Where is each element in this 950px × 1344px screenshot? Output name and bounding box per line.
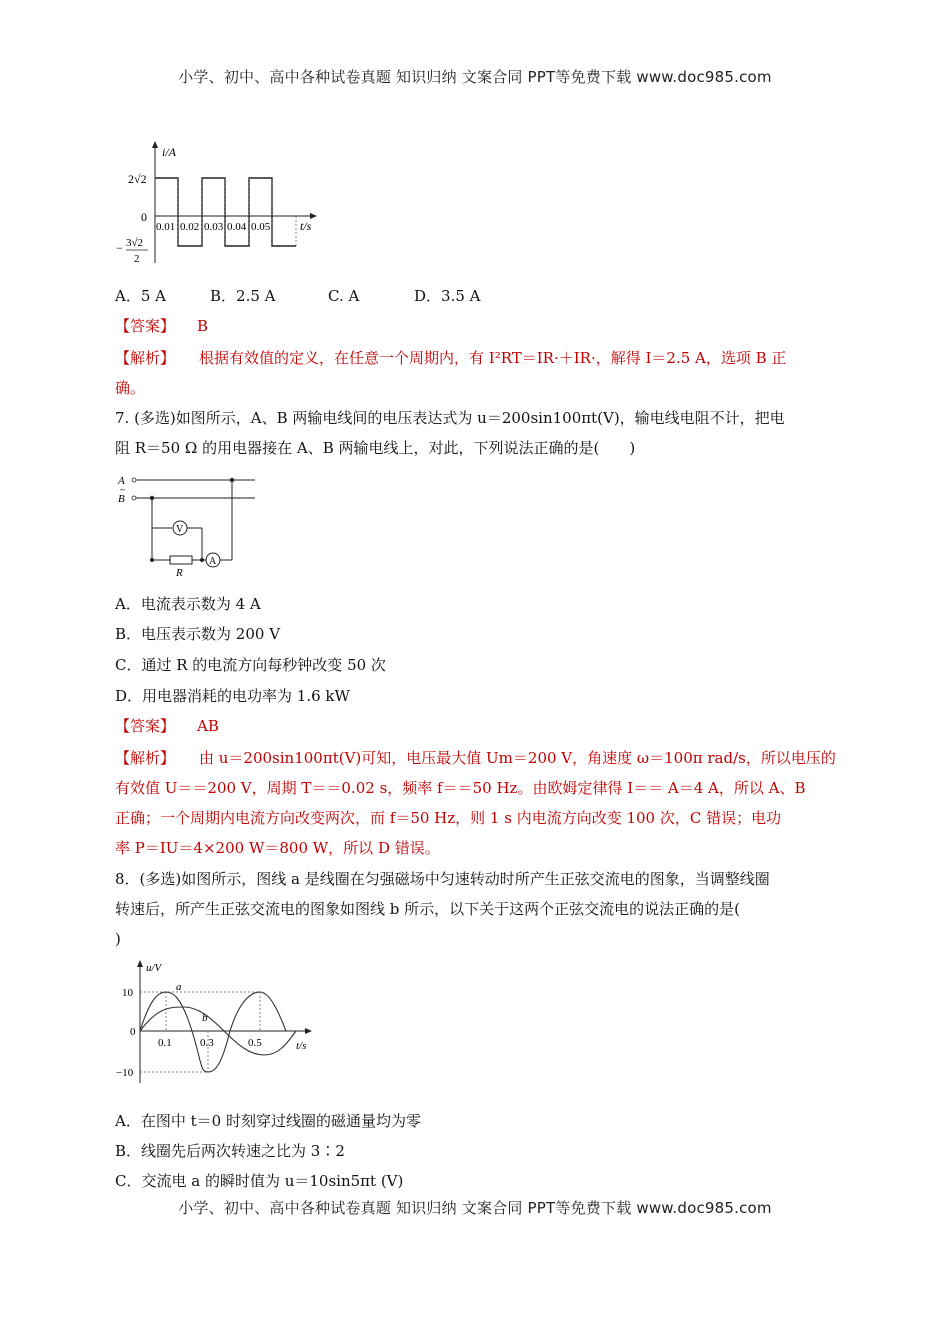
fig1-ybottom-sign: − [116,241,123,255]
q7-stem-line1: 7. (多选)如图所示，A、B 两输电线间的电压表达式为 u＝200sin100πt(V)，输电线电阻不计，把电 [115,409,785,427]
q8-stem-line2: 转速后，所产生正弦交流电的图象如图线 b 所示，以下关于这两个正弦交流电的说法正确的是( [115,900,740,918]
q6-option-b: B．2.5 A [210,287,276,305]
q7-answer-label: 【答案】 [115,717,176,735]
fig1-origin: 0 [141,210,147,224]
q6-option-c: C. A [328,287,360,305]
fig3-y10: 10 [122,987,133,999]
q7-analysis-line4: 率 P＝IU＝4×200 W＝800 W，所以 D 错误。 [115,839,440,857]
q6-option-a: A．5 A [115,287,166,305]
fig2-tilde: ~ [120,485,125,495]
voltmeter-icon: V [176,524,184,535]
q7-analysis-line3: 正确；一个周期内电流方向改变两次，而 f＝50 Hz，则 1 s 内电流方向改变 100 次，C 错误；电功 [115,809,782,827]
fig3-x03: 0.3 [200,1037,214,1049]
fig3-ylabel: u/V [146,962,162,974]
circuit-figure [110,470,270,580]
q8-stem-line1: 8．(多选)如图所示，图线 a 是线圈在匀强磁场中匀速转动时所产生正弦交流电的图象，当调整线圈 [115,870,770,888]
fig3-x05: 0.5 [248,1037,262,1049]
fig2-r-label: R [176,567,183,579]
q6-answer: B [197,317,209,335]
fig3-ym10: −10 [116,1067,134,1079]
fig1-ybottom-num: 3√2 [126,237,144,249]
fig1-tick: 0.03 [204,221,224,233]
q7-analysis-line2: 有效值 U＝＝200 V，周期 T＝＝0.02 s，频率 f＝＝50 Hz。由欧姆定律得 I＝＝ A＝4 A，所以 A、B [115,779,806,797]
fig3-xlabel: t/s [296,1040,307,1052]
fig3-label-a: a [176,981,182,993]
resistor-icon [170,556,192,564]
q6-answer-label: 【答案】 [115,317,176,335]
fig1-ytop-label: 2√2 [128,172,147,186]
q7-option-d: D．用电器消耗的电功率为 1.6 kW [115,687,350,705]
q8-option-a: A．在图中 t＝0 时刻穿过线圈的磁通量均为零 [115,1112,421,1130]
page-footer: 小学、初中、高中各种试卷真题 知识归纳 文案合同 PPT等免费下载 www.doc985.com [178,1199,772,1217]
fig1-ylabel: i/A [162,145,176,159]
fig1-xlabel: t/s [300,219,312,233]
sine-wave-figure [110,955,320,1090]
fig3-y0: 0 [130,1026,136,1038]
q6-analysis-label: 【解析】 [115,349,176,367]
ammeter-icon: A [209,556,217,567]
q8-stem-line3: ) [115,930,121,948]
q6-analysis-line1: 根据有效值的定义，在任意一个周期内，有 I²RT＝IR·＋IR·，解得 I＝2.5 A，选项 B 正 [199,349,787,367]
q7-analysis-line1: 由 u＝200sin100πt(V)可知，电压最大值 Um＝200 V，角速度 ω＝100π rad/s，所以电压的 [199,749,836,767]
q7-option-c: C．通过 R 的电流方向每秒钟改变 50 次 [115,656,386,674]
q7-stem-line2: 阻 R＝50 Ω 的用电器接在 A、B 两输电线上，对此，下列说法正确的是( ) [115,439,636,457]
fig2-a-label: A [118,475,125,487]
fig1-tick: 0.04 [227,221,247,233]
fig3-curve-a [140,992,286,1072]
q7-answer: AB [197,717,219,735]
fig3-label-b: b [202,1012,208,1024]
fig1-tick: 0.02 [180,221,200,233]
q7-option-b: B．电压表示数为 200 V [115,625,281,643]
q6-analysis-line2: 确。 [115,379,146,397]
q6-option-d: D．3.5 A [414,287,481,305]
q8-option-b: B．线圈先后两次转速之比为 3∶2 [115,1142,345,1160]
fig2-b-label: B [118,493,125,505]
fig1-tick: 0.05 [251,221,271,233]
fig1-square-wave [155,178,296,246]
fig1-tick: 0.01 [156,221,176,233]
fig3-x01: 0.1 [158,1037,172,1049]
q7-analysis-label: 【解析】 [115,749,176,767]
square-wave-figure [110,138,330,270]
page-header: 小学、初中、高中各种试卷真题 知识归纳 文案合同 PPT等免费下载 www.doc985.com [178,68,772,86]
q7-option-a: A．电流表示数为 4 A [115,595,261,613]
q8-option-c: C．交流电 a 的瞬时值为 u＝10sin5πt (V) [115,1172,404,1190]
fig1-ybottom-den: 2 [134,253,140,265]
